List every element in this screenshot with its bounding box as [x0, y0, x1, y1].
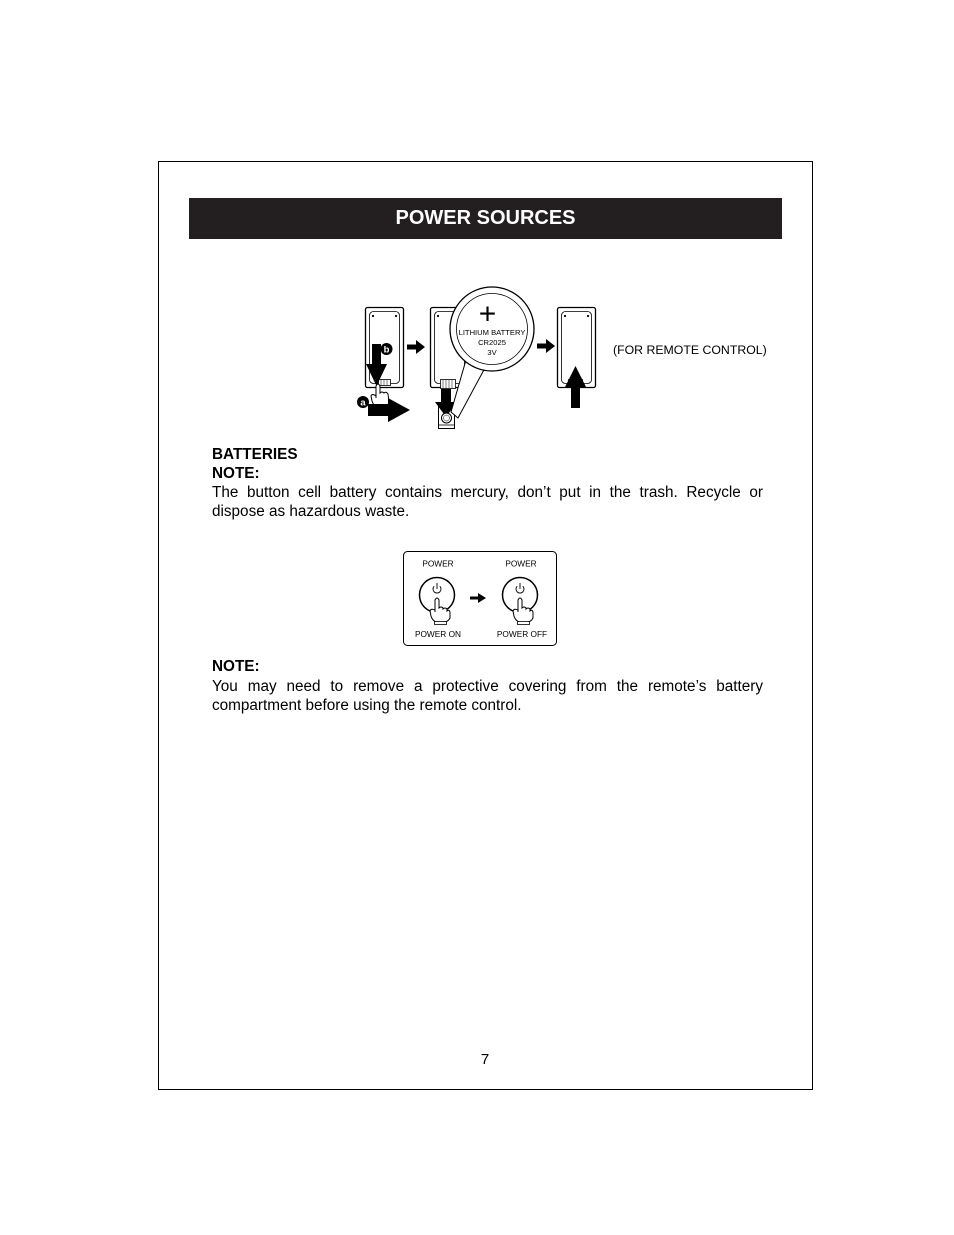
power-label-right: POWER	[505, 558, 537, 569]
arrow-right-icon	[537, 339, 555, 353]
section-heading: BATTERIES	[212, 446, 298, 463]
power-label-left: POWER	[422, 558, 454, 569]
note-text-line: The button cell battery contains mercury, don’t put in the trash. Recycle or	[212, 484, 763, 501]
power-button-diagram	[400, 548, 560, 648]
svg-text:b: b	[383, 344, 390, 356]
svg-text:a: a	[360, 397, 366, 409]
plus-sign: +	[478, 297, 497, 331]
note-text-line: You may need to remove a protective covering from the remote’s battery	[212, 677, 763, 695]
note-label: NOTE:	[212, 465, 260, 482]
battery-voltage-label: 3V	[487, 348, 497, 357]
note-label: NOTE:	[212, 658, 260, 675]
illustration-caption: (FOR REMOTE CONTROL)	[613, 343, 767, 357]
batteries-section	[212, 445, 763, 521]
remote-note-section	[212, 657, 763, 716]
note-text-line: compartment before using the remote control.	[212, 697, 522, 714]
battery-callout	[450, 287, 534, 418]
page-number: 7	[480, 1051, 490, 1068]
power-off-caption: POWER OFF	[496, 629, 548, 639]
remote-battery-illustration	[350, 285, 620, 435]
step-a-badge	[357, 396, 369, 409]
battery-model-label: CR2025	[478, 338, 506, 347]
section-title: POWER SOURCES	[189, 198, 782, 239]
arrow-right-icon	[407, 340, 425, 354]
coin-battery-icon	[442, 413, 452, 423]
power-on-caption: POWER ON	[414, 629, 462, 639]
battery-type-label: LITHIUM BATTERY	[458, 328, 526, 337]
note-text-line: dispose as hazardous waste.	[212, 503, 410, 520]
